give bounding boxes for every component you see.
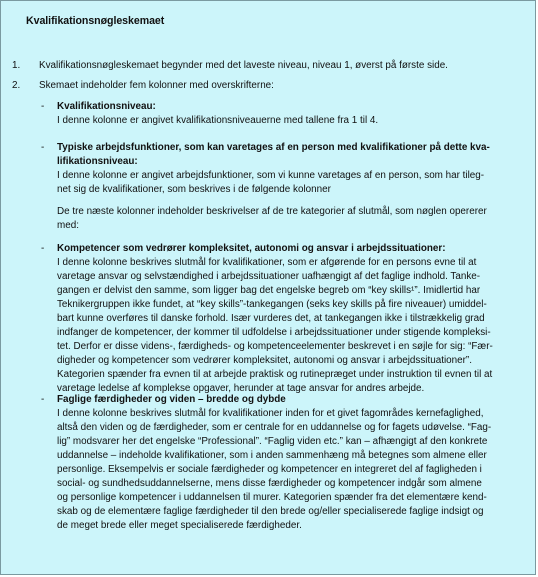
section-line: uddannelse – indeholde kvalifikationer, som i anden sammenhæng må betegnes som almene eller (57, 450, 487, 462)
section-heading: Kvalifikationsniveau: (57, 101, 156, 112)
section-line: digheder og kompetencer som vedrører kompleksitet, autonomi og ansvar i arbejdssituationer”. (57, 355, 472, 367)
section-heading: Faglige færdigheder og viden – bredde og dybde (57, 394, 286, 405)
document-title: Kvalifikationsnøgleskemaet (26, 15, 165, 27)
section-line: og personlige kompetencer i uddannelsen til murer. Kategorien spænder fra det elementære kend- (57, 492, 487, 504)
sub-list-marker: - (41, 394, 45, 405)
section-line: I denne kolonne beskrives slutmål for kvalifikationer, som er afgørende for en persons evne til at (57, 257, 477, 269)
note-line: De tre næste kolonner indeholder beskrivelser af de tre kategorier af slutmål, som nøglen opererer (57, 206, 487, 217)
section-heading: Kompetencer som vedrører kompleksitet, autonomi og ansvar i arbejdssituationer: (57, 243, 446, 254)
section-line: de meget brede eller meget specialiserede færdigheder. (57, 520, 302, 532)
section-line: gangen er delvist den samme, som ligger bag det engelske begreb om “key skills¹”. Imidlertid har (57, 285, 481, 297)
section-line: lig” modsvarer her det engelske “Professional”. “Faglig viden etc.” kan – afhængigt af den konkrete (57, 436, 488, 448)
section-note (57, 205, 517, 233)
section-heading: Typiske arbejdsfunktioner, som kan varetages af en person med kvalifikationer på dette kva- (57, 142, 490, 153)
section-line: I denne kolonne beskrives slutmål for kvalifikationer inden for et givet fagområdes kernefaglighed, (57, 408, 484, 420)
section-line: bart kunne overføres til danske forhold. Især vurderes det, at tankegangen ikke i tilstrækkelig grad (57, 313, 485, 325)
section-line: varetage ansvar og selvstændighed i arbejdssituationer uafhængigt af det faglige indhold. Tanke- (57, 271, 481, 283)
section-line: personlige. Eksempelvis er sociale færdigheder og kompetencer en integreret del af fagligheden i (57, 464, 482, 476)
list-marker: 2. (12, 80, 21, 91)
section-line: varetage ledelse af komplekse opgaver, herunder at tage ansvar for andres arbejde. (57, 383, 425, 395)
list-marker: 1. (12, 60, 21, 71)
note-line: med: (57, 220, 79, 232)
section-line: I denne kolonne er angivet kvalifikationsniveauerne med tallene fra 1 til 4. (57, 115, 379, 127)
section-line: skab og de elementære faglige færdigheder til den brede og/eller specialiserede faglige indsigt og (57, 506, 484, 518)
section-arbejdsfunktioner (57, 141, 517, 197)
section-heading: lifikationsniveau: (57, 156, 138, 168)
section-kompetencer (57, 242, 517, 397)
sub-list-marker: - (41, 243, 45, 254)
sub-list-marker: - (41, 101, 45, 112)
section-line: I denne kolonne er angivet arbejdsfunktioner, som vi kunne varetages af en person, som har tileg- (57, 170, 485, 182)
section-kvalifikationsniveau (57, 100, 517, 128)
list-item-text: Kvalifikationsnøgleskemaet begynder med det laveste niveau, niveau 1, øverst på første side. (39, 60, 448, 71)
sub-list-marker: - (41, 142, 45, 153)
section-faglige-faerdigheder (57, 393, 517, 533)
section-line: Kategorien spænder fra evnen til at arbejde praktisk og rutinepræget under instruktion til evnen til at (57, 369, 493, 381)
section-line: Teknikergruppen ikke fundet, at “key skills”-tankegangen (seks key skills på fire niveauer) umiddel- (57, 299, 487, 311)
section-line: social- og sundhedsuddannelserne, mens disse færdigheder og kompetencer indgår som almene (57, 478, 482, 490)
section-line: net sig de kvalifikationer, som beskrives i de følgende kolonner (57, 184, 331, 196)
list-item-text: Skemaet indeholder fem kolonner med overskrifterne: (39, 80, 274, 91)
section-line: tet. Derfor er disse videns-, færdigheds- og kompetenceelementer beskrevet i en søjle for sig: “Fær- (57, 341, 493, 353)
section-line: altså den viden og de færdigheder, som er centrale for en uddannelse og for fagets udøvelse. “Fag- (57, 422, 492, 434)
section-line: indfanger de kompetencer, der kommer til udfoldelse i arbejdssituationer under stigende kompleksi- (57, 327, 491, 339)
